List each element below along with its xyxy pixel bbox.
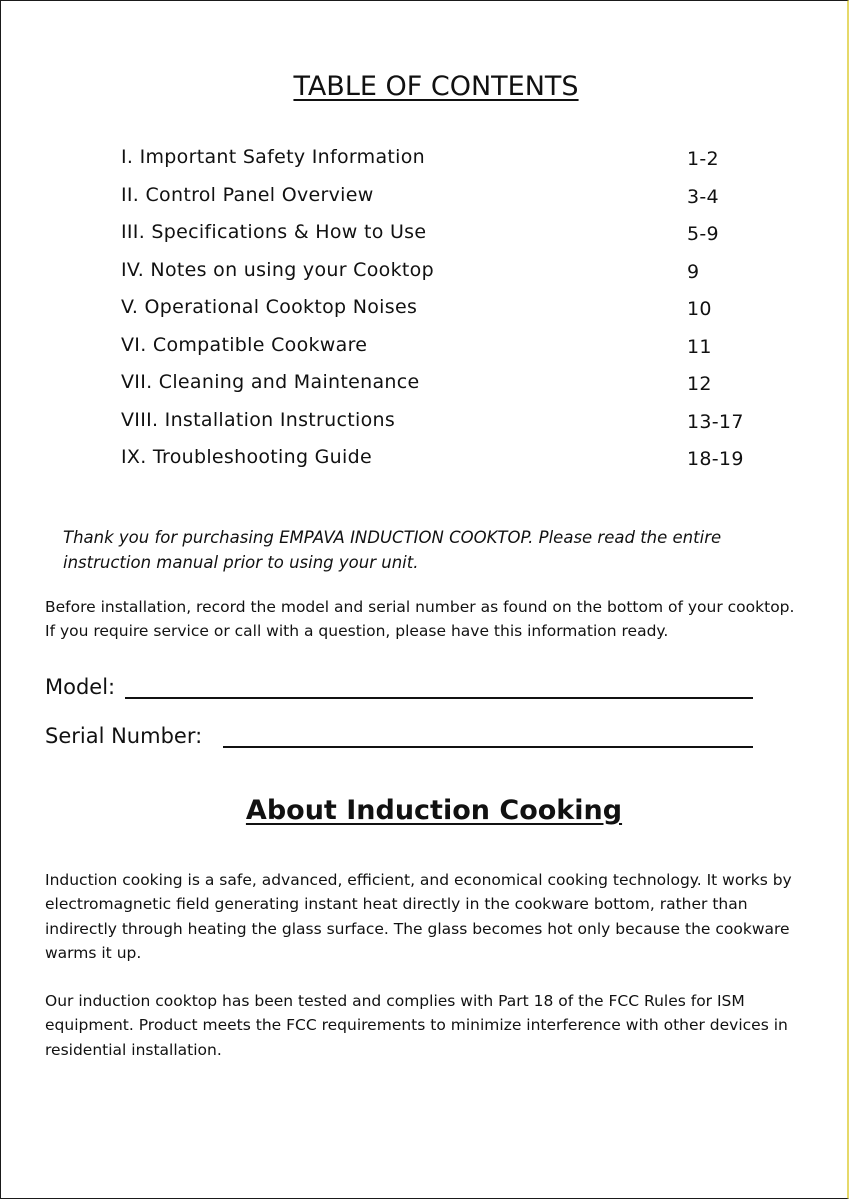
serial-number-label: Serial Number:	[45, 724, 203, 748]
toc-item	[121, 366, 761, 404]
about-heading	[1, 795, 849, 826]
about-paragraph-1: Induction cooking is a safe, advanced, efficient, and economical cooking technology. It works by electromagnetic field generating instant heat directly in the cookware bottom, rather than indirectly through heating the glass surface. The glass becomes hot only because the cookware warms it up.	[45, 870, 792, 962]
toc-item	[121, 441, 761, 479]
model-label: Model:	[45, 675, 116, 699]
toc-item-label: VII. Cleaning and Maintenance	[121, 371, 420, 393]
toc-item-label: VI. Compatible Cookware	[121, 333, 368, 356]
toc-title-text: TABLE OF CONTENTS	[293, 71, 579, 102]
toc-item-label: I. Important Safety Information	[121, 146, 426, 168]
toc-item-label: IX. Troubleshooting Guide	[121, 446, 372, 468]
toc-item-pages: 12	[687, 373, 712, 395]
toc-item-label: IV. Notes on using your Cooktop	[121, 258, 434, 281]
toc-item	[121, 291, 761, 329]
toc-item-pages: 13-17	[687, 410, 744, 433]
serial-number-blank-line	[223, 746, 753, 748]
toc-item-label: VIII. Installation Instructions	[121, 408, 396, 431]
thank-you-note: Thank you for purchasing EMPAVA INDUCTION COOKTOP. Please read the entire instruction manual prior to using your unit.	[63, 527, 722, 572]
toc-list	[121, 141, 761, 479]
toc-item	[121, 404, 761, 442]
toc-item-pages: 11	[687, 335, 712, 358]
toc-item	[121, 329, 761, 367]
about-paragraph-2: Our induction cooktop has been tested and complies with Part 18 of the FCC Rules for ISM equipment. Product meets the FCC requirements to minimize interference with other devices in residential installation.	[45, 991, 788, 1059]
about-title-text: About Induction Cooking	[245, 795, 623, 826]
serial-number-field	[45, 724, 202, 748]
record-info-note: Before installation, record the model and serial number as found on the bottom of your cooktop. If you require service or call with a question, please have this information ready.	[45, 597, 795, 640]
toc-item-pages: 3-4	[687, 185, 719, 208]
toc-item	[121, 141, 761, 179]
toc-item-pages: 10	[687, 298, 712, 320]
toc-item-pages: 18-19	[687, 448, 744, 470]
toc-item	[121, 216, 761, 254]
toc-item-pages: 5-9	[687, 223, 719, 245]
toc-heading	[1, 71, 849, 102]
toc-item	[121, 254, 761, 292]
model-field	[45, 675, 115, 699]
toc-item-label: III. Specifications & How to Use	[121, 221, 427, 243]
toc-item	[121, 179, 761, 217]
toc-item-label: II. Control Panel Overview	[121, 183, 374, 206]
model-blank-line	[125, 697, 753, 699]
toc-item-label: V. Operational Cooktop Noises	[121, 296, 418, 318]
toc-item-pages: 9	[687, 260, 700, 283]
toc-item-pages: 1-2	[687, 148, 719, 170]
